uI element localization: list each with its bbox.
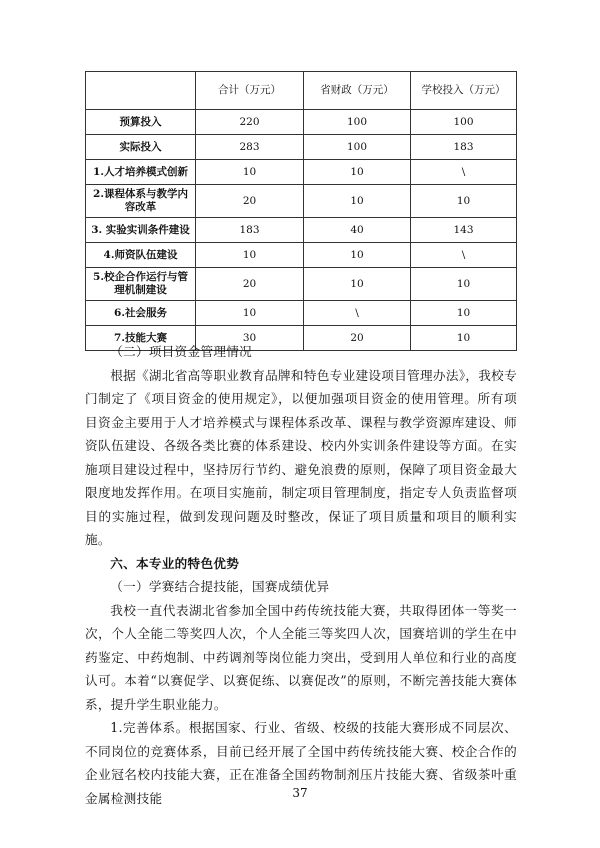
- cell-provincial: 100: [304, 135, 411, 160]
- table-row: [86, 185, 517, 218]
- row-label: 预算投入: [86, 110, 196, 135]
- table-row: [86, 110, 517, 135]
- body-text: [85, 340, 517, 810]
- cell-provincial: 10: [304, 243, 411, 268]
- row-label: 5.校企合作运行与管理机制建设: [86, 268, 196, 301]
- page-number: 37: [292, 786, 308, 800]
- table-header-row: [86, 72, 517, 110]
- section-features-para2: 1.完善体系。根据国家、行业、省级、校级的技能大赛形成不同层次、不同岗位的竞赛体系，目前已经开展了全国中药传统技能大赛、校企合作的企业冠名校内技能大赛，正在准备全国药物制剂压片技能大赛、省级茶叶重金属检测技能: [85, 720, 517, 806]
- cell-total: 10: [196, 301, 304, 326]
- section-features-para1: 我校一直代表湖北省参加全国中药传统技能大赛，共取得团体一等奖一次，个人全能二等奖四人次，个人全能三等奖四人次，国赛培训的学生在中药鉴定、中药炮制、中药调剂等岗位能力突出，受到用人单位和行业的高度认可。本着“以赛促学、以赛促练、以赛促改”的原则，不断完善技能大赛体系，提升学生职业能力。: [85, 602, 517, 712]
- cell-provincial: 40: [304, 218, 411, 243]
- cell-school: 183: [411, 135, 517, 160]
- cell-school: 10: [411, 185, 517, 218]
- row-label: 3. 实验实训条件建设: [86, 218, 196, 243]
- table-row: [86, 160, 517, 185]
- cell-school: \: [411, 160, 517, 185]
- cell-provincial: 10: [304, 185, 411, 218]
- section-fund-title: （二）项目资金管理情况: [110, 344, 253, 359]
- cell-total: 10: [196, 160, 304, 185]
- table-row: [86, 135, 517, 160]
- funding-table: [85, 71, 517, 351]
- table-row: [86, 218, 517, 243]
- cell-provincial: 20: [304, 326, 411, 351]
- row-label: 2.课程体系与教学内容改革: [86, 185, 196, 218]
- cell-school: 100: [411, 110, 517, 135]
- cell-total: 30: [196, 326, 304, 351]
- cell-total: 183: [196, 218, 304, 243]
- cell-total: 283: [196, 135, 304, 160]
- row-label: 7.技能大赛: [86, 326, 196, 351]
- section-features-title: 六、本专业的特色优势: [110, 555, 240, 571]
- funding-table-container: [85, 71, 516, 351]
- table-row: [86, 268, 517, 301]
- cell-school: 10: [411, 268, 517, 301]
- section-features-subtitle: （一）学赛结合提技能，国赛成绩优异: [110, 579, 330, 594]
- cell-school: 143: [411, 218, 517, 243]
- header-school: 学校投入（万元）: [411, 72, 517, 110]
- row-label: 实际投入: [86, 135, 196, 160]
- cell-school: \: [411, 243, 517, 268]
- table-row: [86, 243, 517, 268]
- row-label: 6.社会服务: [86, 301, 196, 326]
- header-blank: [86, 72, 196, 110]
- row-label: 4.师资队伍建设: [86, 243, 196, 268]
- cell-total: 20: [196, 268, 304, 301]
- header-total: 合计（万元）: [196, 72, 304, 110]
- cell-total: 20: [196, 185, 304, 218]
- cell-total: 220: [196, 110, 304, 135]
- cell-provincial: 10: [304, 268, 411, 301]
- cell-school: 10: [411, 301, 517, 326]
- cell-provincial: \: [304, 301, 411, 326]
- cell-school: 10: [411, 326, 517, 351]
- row-label: 1.人才培养模式创新: [86, 160, 196, 185]
- header-provincial: 省财政（万元）: [304, 72, 411, 110]
- table-row: [86, 301, 517, 326]
- section-fund-body: 根据《湖北省高等职业教育品牌和特色专业建设项目管理办法》，我校专门制定了《项目资金的使用规定》，以便加强项目资金的使用管理。所有项目资金主要用于人才培养模式与课程体系改革、课程与教学资源库建设、师资队伍建设、各级各类比赛的体系建设、校内外实训条件建设等方面。在实施项目建设过程中，坚持厉行节约、避免浪费的原则，保障了项目资金最大限度地发挥作用。在项目实施前，制定项目管理制度，指定专人负责监督项目的实施过程，做到发现问题及时整改，保证了项目质量和项目的顺利实施。: [85, 367, 517, 547]
- cell-provincial: 10: [304, 160, 411, 185]
- cell-total: 10: [196, 243, 304, 268]
- cell-provincial: 100: [304, 110, 411, 135]
